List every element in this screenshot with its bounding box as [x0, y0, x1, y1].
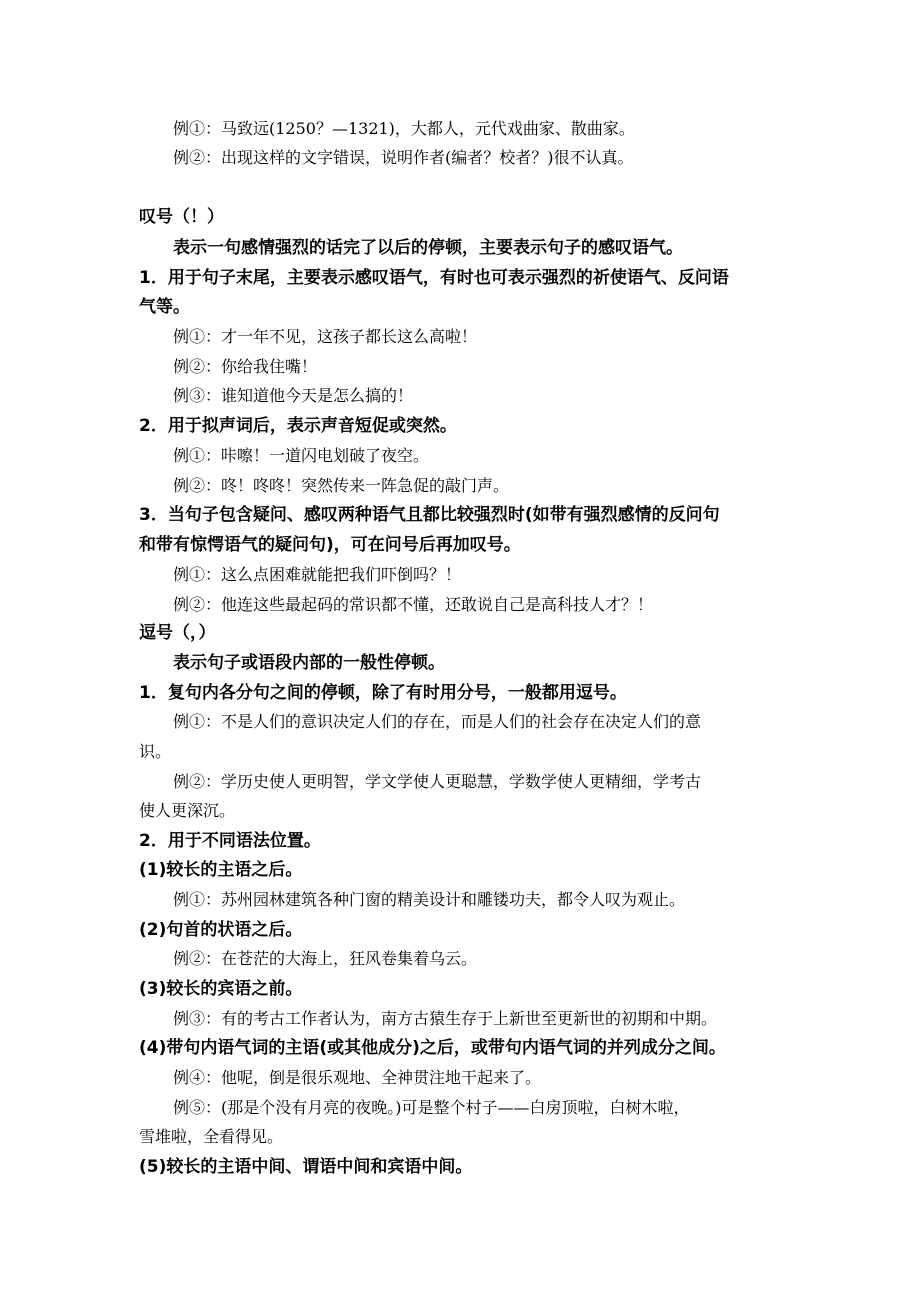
rule-heading-continued: 和带有惊愕语气的疑问句)，可在问号后再加叹号。: [139, 535, 521, 555]
example-line: 例①：苏州园林建筑各种门窗的精美设计和雕镂功夫，都令人叹为观止。: [173, 890, 686, 909]
section-heading-exclamation: 叹号（！）: [139, 207, 224, 227]
rule-heading: 3．当句子包含疑问、感叹两种语气且都比较强烈时(如带有强烈感情的反问句: [139, 505, 720, 525]
rule-heading: 2．用于拟声词后，表示声音短促或突然。: [139, 416, 457, 436]
section-heading-comma: 逗号（，）: [139, 623, 216, 643]
sub-rule-heading: (5)较长的主语中间、谓语中间和宾语中间。: [139, 1157, 473, 1177]
rule-heading-continued: 气等。: [139, 297, 190, 317]
example-line: 例③：谁知道他今天是怎么搞的！: [173, 386, 414, 405]
rule-heading: 1．复句内各分句之间的停顿，除了有时用分号，一般都用逗号。: [139, 683, 627, 703]
rule-heading: 1．用于句子末尾，主要表示感叹语气，有时也可表示强烈的祈使语气、反问语: [139, 268, 729, 288]
example-line: 例②：学历史使人更明智，学文学使人更聪慧，学数学使人更精细，学考古: [173, 772, 702, 791]
example-line-continued: 识。: [139, 742, 172, 761]
example-line: 例②：出现这样的文字错误，说明作者(编者？校者？)很不认真。: [173, 148, 634, 167]
section-definition: 表示句子或语段内部的一般性停顿。: [173, 653, 445, 673]
example-line: 例①：不是人们的意识决定人们的存在，而是人们的社会存在决定人们的意: [173, 712, 702, 731]
example-line: 例②：在苍茫的大海上，狂风卷集着乌云。: [173, 949, 478, 968]
example-line: 例②：他连这些最起码的常识都不懂，还敢说自己是高科技人才？！: [173, 595, 654, 614]
example-line: 例②：咚！咚咚！突然传来一阵急促的敲门声。: [173, 476, 510, 495]
example-line-continued: 使人更深沉。: [139, 801, 236, 820]
sub-rule-heading: (2)句首的状语之后。: [139, 920, 303, 940]
rule-heading: 2．用于不同语法位置。: [139, 831, 321, 851]
example-line: 例①：咔嚓！一道闪电划破了夜空。: [173, 446, 430, 465]
example-line: 例②：你给我住嘴！: [173, 357, 318, 376]
sub-rule-heading: (1)较长的主语之后。: [139, 860, 303, 880]
sub-rule-heading: (3)较长的宾语之前。: [139, 979, 303, 999]
example-line: 例①：才一年不见，这孩子都长这么高啦！: [173, 327, 478, 346]
example-line: 例⑤：(那是个没有月亮的夜晚。)可是整个村子——白房顶啦，白树木啦，: [173, 1098, 690, 1117]
example-line: 例①：这么点困难就能把我们吓倒吗？！: [173, 565, 462, 584]
section-definition: 表示一句感情强烈的话完了以后的停顿，主要表示句子的感叹语气。: [173, 238, 683, 258]
example-line: 例④：他呢，倒是很乐观地、全神贯注地干起来了。: [173, 1068, 542, 1087]
sub-rule-heading: (4)带句内语气词的主语(或其他成分)之后，或带句内语气词的并列成分之间。: [139, 1038, 726, 1058]
example-line: 例③：有的考古工作者认为，南方古猿生存于上新世至更新世的初期和中期。: [173, 1009, 718, 1028]
example-line: 例①：马致远(1250？—1321)，大都人，元代戏曲家、散曲家。: [173, 119, 635, 138]
example-line-continued: 雪堆啦，全看得见。: [139, 1127, 284, 1146]
